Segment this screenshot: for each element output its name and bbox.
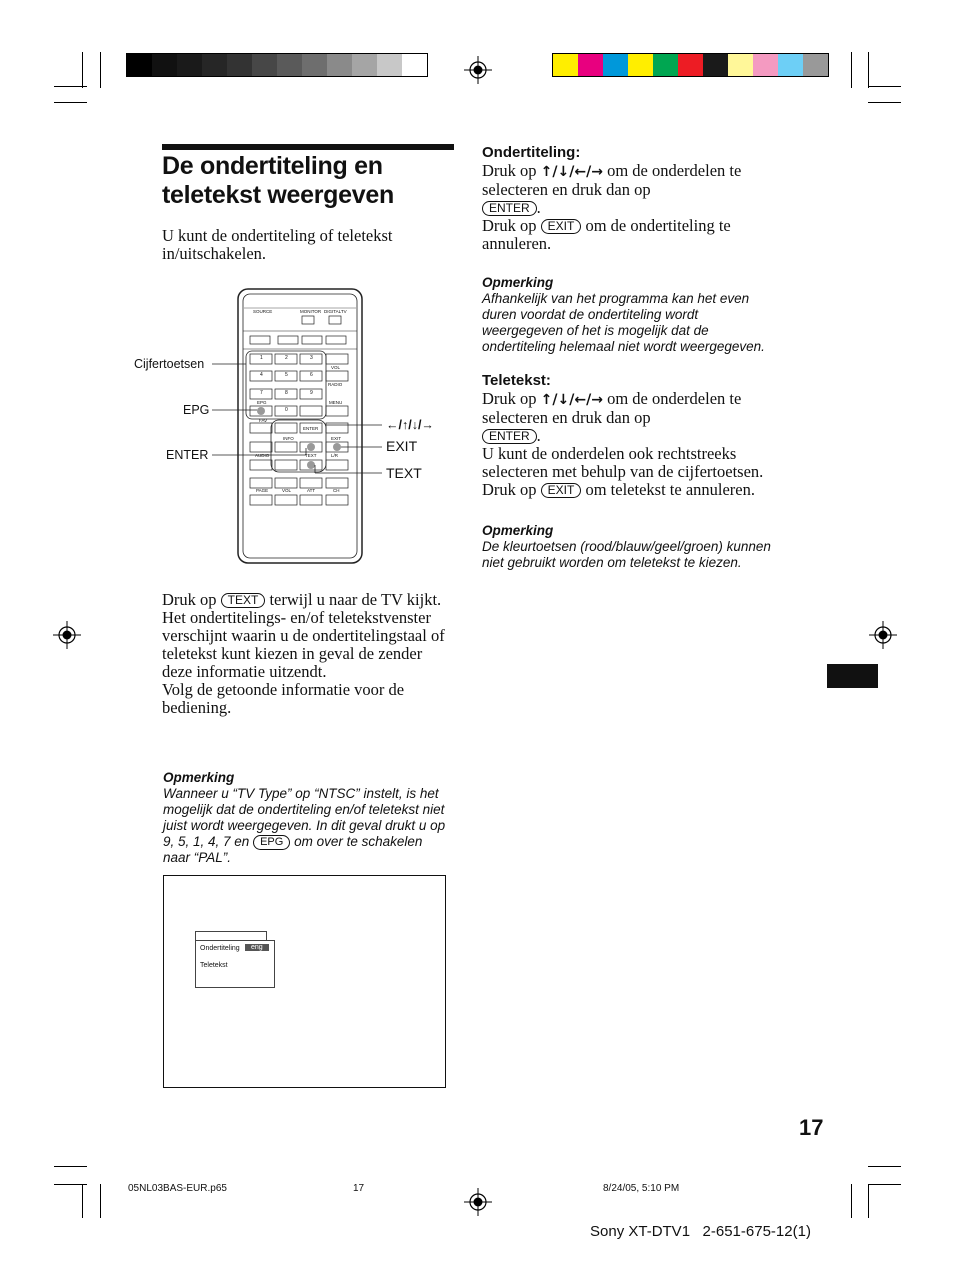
right-note2: De kleurtoetsen (rood/blauw/geel/groen) kunnen niet gebruikt worden om teletekst te kiezen. bbox=[482, 539, 771, 570]
color-swatch bbox=[578, 54, 603, 76]
right-note1-heading: Opmerking bbox=[482, 275, 554, 290]
color-swatch bbox=[402, 54, 427, 76]
page-title: De ondertiteling en teletekst weergeven bbox=[162, 152, 394, 209]
heading-ondertiteling: Ondertiteling: bbox=[482, 144, 581, 161]
right-note2-heading: Opmerking bbox=[482, 523, 554, 538]
color-swatch bbox=[678, 54, 703, 76]
text-key: TEXT bbox=[221, 593, 266, 608]
color-swatch bbox=[277, 54, 302, 76]
remote-digit: 9 bbox=[310, 390, 313, 396]
color-swatch bbox=[202, 54, 227, 76]
s2-d: Druk op bbox=[482, 480, 537, 499]
label-text: TEXT bbox=[386, 465, 422, 481]
intro-text: U kunt de ondertiteling of teletekst in/uitschakelen. bbox=[162, 226, 393, 263]
remote-key-exit: EXIT bbox=[331, 436, 342, 441]
remote-key-lr: L/R bbox=[331, 453, 339, 458]
menu-tab-edge bbox=[195, 931, 267, 941]
color-swatch bbox=[553, 54, 578, 76]
menu-item-value: eng bbox=[245, 944, 269, 951]
enter-key: ENTER bbox=[482, 429, 537, 444]
title-rule bbox=[162, 144, 454, 150]
remote-key-fav: FAV bbox=[259, 418, 268, 423]
remote-digit: 8 bbox=[285, 390, 288, 396]
crop-mark bbox=[54, 1166, 87, 1167]
process-color-bar bbox=[552, 53, 829, 77]
color-swatch bbox=[728, 54, 753, 76]
remote-key-monitor: MONITOR bbox=[300, 309, 322, 314]
crop-mark bbox=[54, 86, 87, 87]
s1-d: om de ondertiteling te annuleren. bbox=[482, 216, 731, 253]
epg-key: EPG bbox=[253, 835, 290, 850]
crop-mark bbox=[82, 52, 83, 88]
menu-item-teletekst: Teletekst bbox=[200, 962, 228, 969]
left-note bbox=[163, 770, 451, 866]
remote-digit: 2 bbox=[285, 355, 288, 361]
heading-teletekst: Teletekst: bbox=[482, 372, 551, 389]
page-number: 17 bbox=[799, 1115, 824, 1140]
left-note-b: om over te schakelen naar “PAL”. bbox=[163, 834, 423, 865]
color-swatch bbox=[628, 54, 653, 76]
remote-key-source: SOURCE bbox=[253, 309, 273, 314]
right-column: Ondertiteling: Druk op ↑/↓/←/→ om de onderdelen te selecteren en druk dan op ENTER . Druk op EXIT om de ondertiteling te annuleren. Opmerking Afhankelijk van het programma kan het even duren voordat de ondertiteling wordt weergegeven of het is mogelijk dat de ondertiteling helemaal niet wordt weergegeven. Teletekst: Druk op ↑/↓/←/→ om de onderdelen te selecteren en druk dan op ENTER . U kunt de onderdelen ook rechtstreeks selecteren met behulp van de cijfertoetsen. Druk op EXIT om teletekst te annuleren. Opmerking De kleurtoetsen (rood/blauw/geel/groen) kunnen niet gebruikt worden om teletekst te kiezen. bbox=[482, 144, 777, 571]
remote-digit: 0 bbox=[285, 407, 288, 413]
enter-key: ENTER bbox=[482, 201, 537, 216]
color-swatch bbox=[152, 54, 177, 76]
s1-b: om de onderdelen te selecteren en druk dan op bbox=[482, 161, 742, 199]
color-swatch bbox=[352, 54, 377, 76]
footer-page: 17 bbox=[353, 1183, 365, 1194]
label-arrows: ←/↑/↓/→ bbox=[386, 418, 434, 432]
s2-a: Druk op bbox=[482, 389, 537, 408]
color-swatch bbox=[302, 54, 327, 76]
remote-key-audio: AUDIO bbox=[255, 453, 270, 458]
left-instructions bbox=[162, 591, 447, 717]
crop-mark bbox=[851, 1184, 852, 1218]
crop-mark bbox=[54, 102, 87, 103]
menu-item-ondertiteling: Ondertiteling bbox=[200, 945, 240, 952]
remote-key-enter: ENTER bbox=[303, 426, 319, 431]
color-swatch bbox=[603, 54, 628, 76]
crop-mark bbox=[868, 52, 869, 88]
s2-b: om de onderdelen te selecteren en druk dan op bbox=[482, 389, 742, 427]
s2-e: om teletekst te annuleren. bbox=[585, 480, 755, 499]
crop-mark bbox=[100, 1184, 101, 1218]
remote-key-att: ATT bbox=[307, 488, 316, 493]
remote-digit: 6 bbox=[310, 372, 313, 378]
remote-digit: 3 bbox=[310, 355, 313, 361]
arrow-keys-icon: ↑/↓/←/→ bbox=[540, 164, 603, 180]
label-epg: EPG bbox=[183, 403, 210, 417]
label-enter: ENTER bbox=[166, 448, 209, 462]
color-swatch bbox=[753, 54, 778, 76]
color-swatch bbox=[653, 54, 678, 76]
remote-digit: 7 bbox=[260, 390, 263, 396]
left-p2: Het ondertitelings- en/of teletekstvenster verschijnt waarin u de ondertitelingstaal of teletekst kunt kiezen in geval de zender deze informatie uitzendt. bbox=[162, 608, 445, 681]
color-swatch bbox=[127, 54, 152, 76]
footer-filename: 05NL03BAS-EUR.p65 bbox=[128, 1183, 227, 1194]
left-note-a: Wanneer u “TV Type” op “NTSC” instelt, is het mogelijk dat de ondertiteling en/of teletekst niet juist wordt weergegeven. In dit geval drukt u op 9, 5, 1, 4, 7 en bbox=[163, 786, 446, 849]
arrow-keys-icon: ↑/↓/←/→ bbox=[540, 392, 603, 408]
remote-key-page: PAGE bbox=[256, 488, 269, 493]
crop-mark bbox=[100, 52, 101, 88]
crop-mark bbox=[868, 1166, 901, 1167]
color-swatch bbox=[252, 54, 277, 76]
remote-key-info: INFO bbox=[283, 436, 294, 441]
crop-mark bbox=[82, 1184, 83, 1218]
gray-color-bar bbox=[126, 53, 428, 77]
color-swatch bbox=[377, 54, 402, 76]
footer-model: Sony XT-DTV1 2-651-675-12(1) bbox=[590, 1223, 811, 1240]
color-swatch bbox=[803, 54, 828, 76]
left-p3: Volg de getoonde informatie voor de bediening. bbox=[162, 680, 405, 717]
remote-key-text: TEXT bbox=[305, 453, 317, 458]
s2-c: U kunt de onderdelen ook rechtstreeks selecteren met behulp van de cijfertoetsen. bbox=[482, 444, 764, 481]
color-swatch bbox=[778, 54, 803, 76]
registration-mark-icon bbox=[869, 621, 897, 649]
color-swatch bbox=[227, 54, 252, 76]
s1-a: Druk op bbox=[482, 161, 537, 180]
left-note-heading: Opmerking bbox=[163, 770, 235, 785]
remote-key-epg: EPG bbox=[257, 400, 267, 405]
registration-mark-icon bbox=[53, 621, 81, 649]
remote-digit: 5 bbox=[285, 372, 288, 378]
left-p1-b: terwijl u naar de TV kijkt. bbox=[269, 590, 442, 609]
subtitle-menu bbox=[195, 940, 275, 988]
remote-key-radio: RADIO bbox=[328, 382, 343, 387]
remote-key-vol: VOL bbox=[331, 365, 341, 370]
color-swatch bbox=[327, 54, 352, 76]
left-p1-a: Druk op bbox=[162, 590, 217, 609]
exit-key: EXIT bbox=[541, 483, 582, 498]
crop-mark bbox=[868, 102, 901, 103]
section-tab bbox=[827, 664, 878, 688]
remote-digit: 4 bbox=[260, 372, 263, 378]
s1-c: Druk op bbox=[482, 216, 537, 235]
crop-mark bbox=[868, 1184, 901, 1185]
remote-key-digital-tv: DIGITALTV bbox=[324, 309, 347, 314]
right-note1: Afhankelijk van het programma kan het even duren voordat de ondertiteling wordt weergegeven of het is mogelijk dat de ondertiteling helemaal niet wordt weergegeven. bbox=[482, 291, 765, 354]
crop-mark bbox=[868, 1184, 869, 1218]
label-cijfertoetsen: Cijfertoetsen bbox=[134, 357, 205, 371]
remote-digit: 1 bbox=[260, 355, 263, 361]
exit-key: EXIT bbox=[541, 219, 582, 234]
crop-mark bbox=[851, 52, 852, 88]
crop-mark bbox=[868, 86, 901, 87]
remote-key-ch: CH bbox=[333, 488, 340, 493]
registration-mark-icon bbox=[464, 56, 492, 84]
remote-key-menu: MENU bbox=[329, 400, 343, 405]
label-exit: EXIT bbox=[386, 438, 418, 454]
color-swatch bbox=[703, 54, 728, 76]
footer-date: 8/24/05, 5:10 PM bbox=[603, 1183, 680, 1194]
color-swatch bbox=[177, 54, 202, 76]
registration-mark-icon bbox=[464, 1188, 492, 1216]
remote-key-vol-2: VOL bbox=[282, 488, 292, 493]
